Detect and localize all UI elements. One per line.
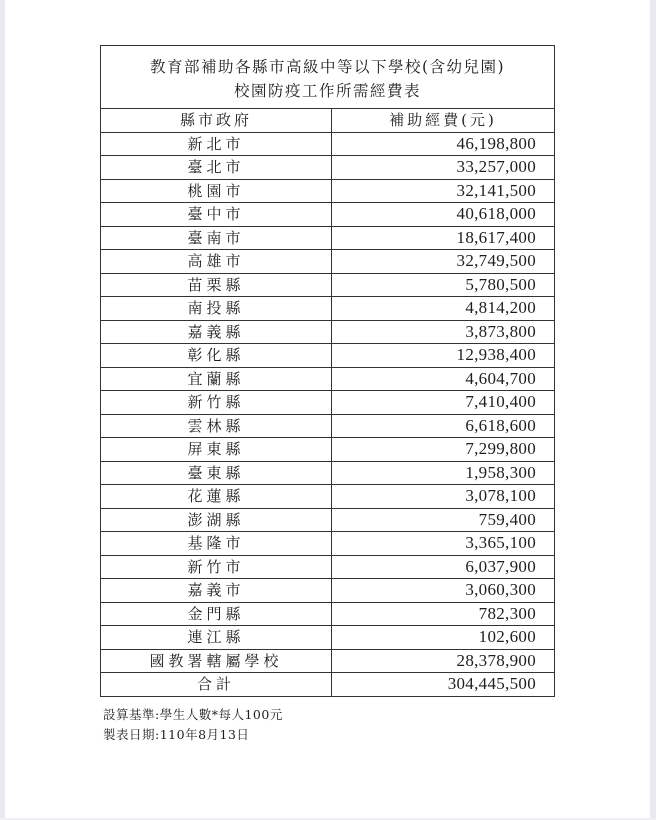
table-row (101, 320, 555, 344)
table-row (101, 367, 555, 391)
column-header-amount: 補助經費(元) (332, 109, 555, 133)
calculation-basis-note: 設算基準:學生人數*每人100元 (103, 707, 283, 722)
column-header-county: 縣市政府 (101, 109, 332, 133)
subsidy-amount: 1,958,300 (332, 461, 555, 485)
county-name: 花蓮縣 (101, 485, 332, 509)
county-name: 澎湖縣 (101, 508, 332, 532)
county-name: 桃園市 (101, 179, 332, 203)
page-edge-right (650, 0, 656, 820)
table-title (101, 46, 555, 109)
subsidy-amount: 6,618,600 (332, 414, 555, 438)
county-name: 苗栗縣 (101, 273, 332, 297)
county-name: 臺南市 (101, 226, 332, 250)
subsidy-amount: 3,873,800 (332, 320, 555, 344)
county-name: 屏東縣 (101, 438, 332, 462)
header-row (101, 109, 555, 133)
table-row (101, 555, 555, 579)
county-name: 金門縣 (101, 602, 332, 626)
county-name: 連江縣 (101, 626, 332, 650)
table-row (101, 132, 555, 156)
subsidy-amount: 102,600 (332, 626, 555, 650)
table-row (101, 297, 555, 321)
county-name: 新竹縣 (101, 391, 332, 415)
funding-table (100, 45, 555, 697)
page-edge-left (0, 0, 5, 820)
footnotes (103, 705, 283, 745)
subsidy-amount: 18,617,400 (332, 226, 555, 250)
table-row (101, 485, 555, 509)
table-row (101, 156, 555, 180)
county-name: 國教署轄屬學校 (101, 649, 332, 673)
subsidy-amount: 12,938,400 (332, 344, 555, 368)
table-row (101, 250, 555, 274)
table-row (101, 461, 555, 485)
county-name: 雲林縣 (101, 414, 332, 438)
subsidy-amount: 4,604,700 (332, 367, 555, 391)
table-row (101, 438, 555, 462)
county-name: 嘉義縣 (101, 320, 332, 344)
subsidy-amount: 3,078,100 (332, 485, 555, 509)
subsidy-amount: 32,141,500 (332, 179, 555, 203)
subsidy-amount: 32,749,500 (332, 250, 555, 274)
county-name: 臺中市 (101, 203, 332, 227)
table-date-note: 製表日期:110年8月13日 (103, 727, 250, 742)
subsidy-amount: 759,400 (332, 508, 555, 532)
table-row (101, 179, 555, 203)
table-row (101, 414, 555, 438)
county-name: 彰化縣 (101, 344, 332, 368)
county-name: 高雄市 (101, 250, 332, 274)
subsidy-amount: 5,780,500 (332, 273, 555, 297)
subsidy-amount: 28,378,900 (332, 649, 555, 673)
table-title-line2: 校園防疫工作所需經費表 (234, 82, 422, 100)
subsidy-amount: 7,299,800 (332, 438, 555, 462)
county-name: 新竹市 (101, 555, 332, 579)
table-row (101, 602, 555, 626)
county-name: 新北市 (101, 132, 332, 156)
table-row (101, 508, 555, 532)
subsidy-amount: 7,410,400 (332, 391, 555, 415)
total-amount: 304,445,500 (332, 673, 555, 697)
table-row (101, 391, 555, 415)
table-row (101, 344, 555, 368)
subsidy-amount: 6,037,900 (332, 555, 555, 579)
total-row (101, 673, 555, 697)
subsidy-amount: 40,618,000 (332, 203, 555, 227)
total-label: 合計 (101, 673, 332, 697)
county-name: 臺東縣 (101, 461, 332, 485)
table-title-line1: 教育部補助各縣市高級中等以下學校(含幼兒園) (149, 58, 506, 76)
county-name: 宜蘭縣 (101, 367, 332, 391)
county-name: 嘉義市 (101, 579, 332, 603)
title-row (101, 46, 555, 109)
subsidy-amount: 33,257,000 (332, 156, 555, 180)
county-name: 南投縣 (101, 297, 332, 321)
subsidy-amount: 3,060,300 (332, 579, 555, 603)
table-row (101, 273, 555, 297)
subsidy-amount: 782,300 (332, 602, 555, 626)
table-row (101, 579, 555, 603)
county-name: 臺北市 (101, 156, 332, 180)
table-row (101, 226, 555, 250)
county-name: 基隆市 (101, 532, 332, 556)
subsidy-amount: 46,198,800 (332, 132, 555, 156)
table-row (101, 649, 555, 673)
table-row (101, 626, 555, 650)
table-row (101, 203, 555, 227)
table-row (101, 532, 555, 556)
subsidy-amount: 3,365,100 (332, 532, 555, 556)
subsidy-amount: 4,814,200 (332, 297, 555, 321)
